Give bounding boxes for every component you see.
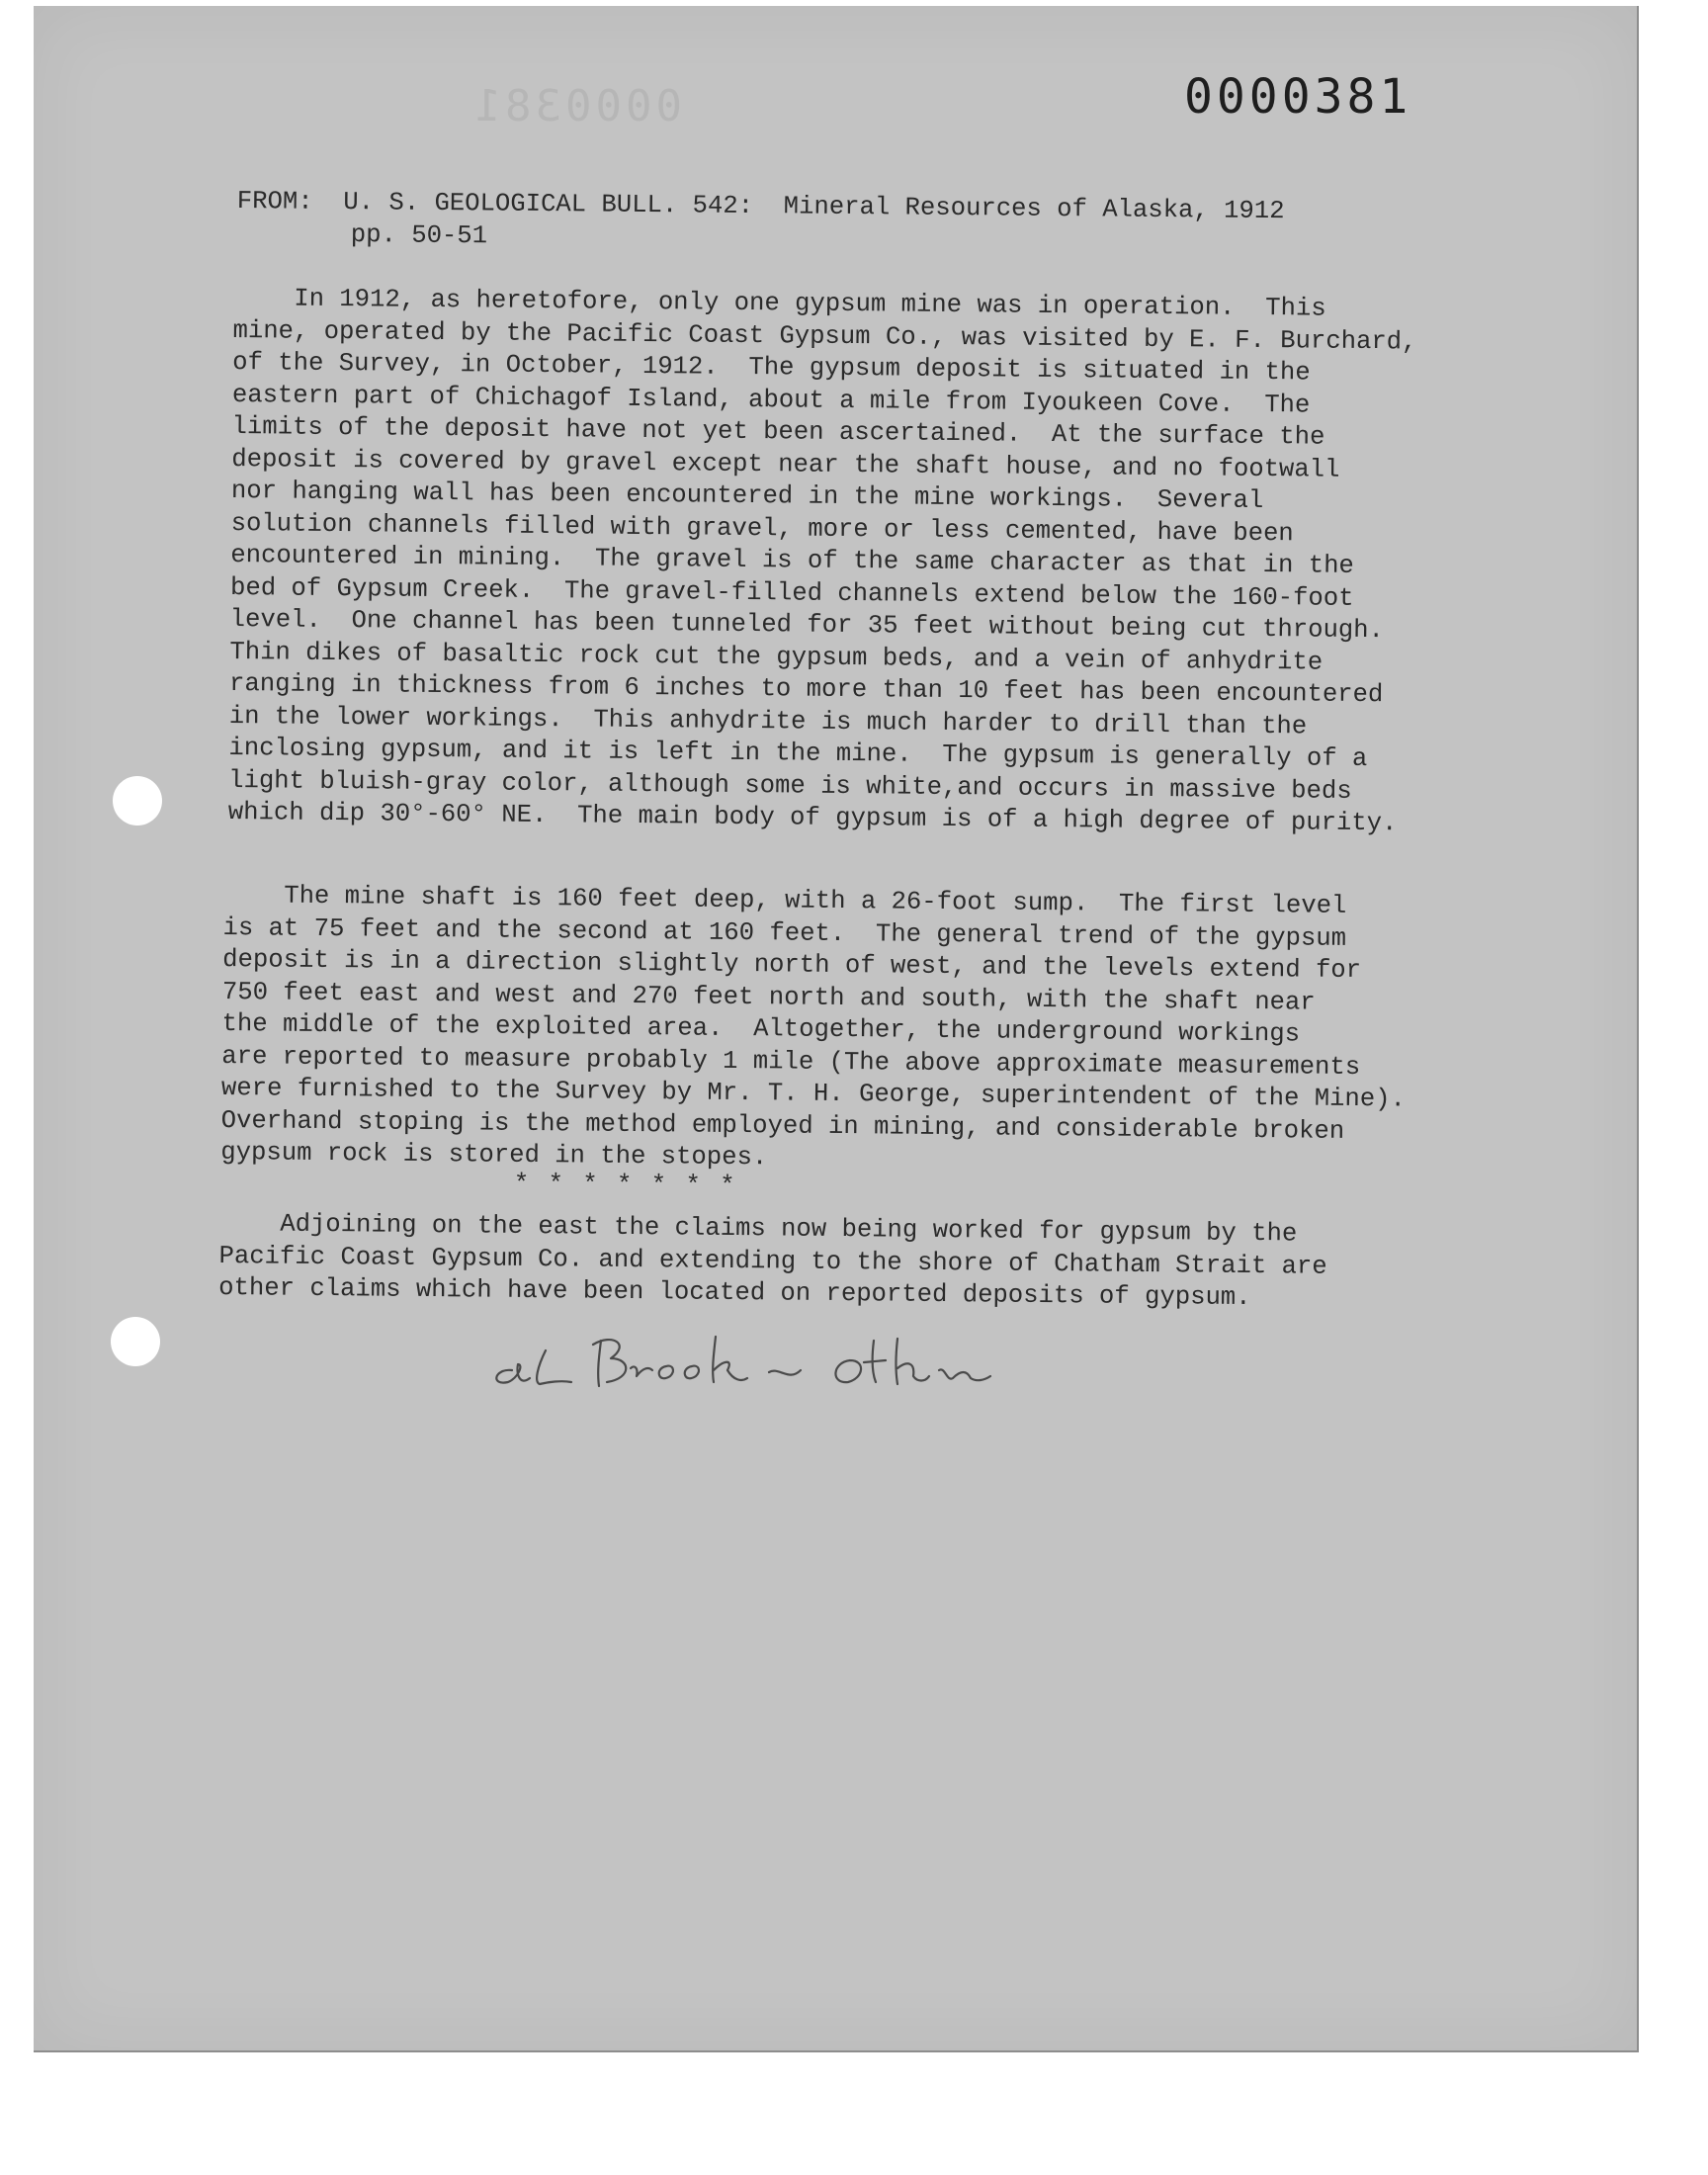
paragraph-adjoining-claims: Adjoining on the east the claims now being worked for gypsum by the Pacific Coast Gypsum Co. and extending to the shore of Chatham Strait are other claims which have been located on reported deposits of gypsum. [218, 1209, 1327, 1313]
source-pages: pp. 50-51 [350, 219, 488, 251]
punch-hole-upper [113, 776, 162, 826]
paragraph-mine-shaft: The mine shaft is 160 feet deep, with a 26-foot sump. The first level is at 75 feet and the second at 160 feet. The general trend of the gypsum deposit is in a direction slightly north of west, and the levels extend for 750 feet east and west and 270 feet north and south, with the shaft near the middle of the exploited area. Altogether, the underground workings are reported to measure probably 1 mile (The above approximate measurements were furnished to the Survey by Mr. T. H. George, superintendent of the Mine). Overhand stoping is the method employed in mining, and considerable broken gypsum rock is stored in the stopes. [220, 880, 1407, 1173]
paragraph-gypsum-mine: In 1912, as heretofore, only one gypsum mine was in operation. This mine, operated by the Pacific Coast Gypsum Co., was visited by E. F. Burchard, of the Survey, in October, 1912. The gypsum deposit is situated in the eastern part of Chichagof Island, about a mile from Iyoukeen Cove. The limits of the deposit have not yet been ascertained. At the surface the deposit is covered by gravel except near the shaft house, and no footwall nor hanging wall has been encountered in the mine workings. Several solution channels filled with gravel, more or less cemented, have been encountered in mining. The gravel is of the same character as that in the bed of Gypsum Creek. The gravel-filled channels extend below the 160-foot level. One channel has been tunneled for 35 feet without being cut through. Thin dikes of basaltic rock cut the gypsum beds, and a vein of anhydrite ranging in thickness from 6 inches to more than 10 feet has been encountered in the lower workings. This anhydrite is much harder to drill than the inclosing gypsum, and it is left in the mine. The gypsum is generally of a light bluish-gray color, although some is white,and occurs in massive beds which dip 30°-60° NE. The main body of gypsum is of a high degree of purity. [227, 283, 1417, 838]
document-number: 0000381 [1184, 69, 1412, 125]
section-separator: * * * * * * * [513, 1170, 737, 1201]
punch-hole-lower [111, 1317, 160, 1366]
handwritten-signature [482, 1321, 996, 1400]
bleed-through-number: 0000381 [470, 81, 682, 131]
source-citation: FROM: U. S. GEOLOGICAL BULL. 542: Mineral Resources of Alaska, 1912 [236, 186, 1285, 226]
